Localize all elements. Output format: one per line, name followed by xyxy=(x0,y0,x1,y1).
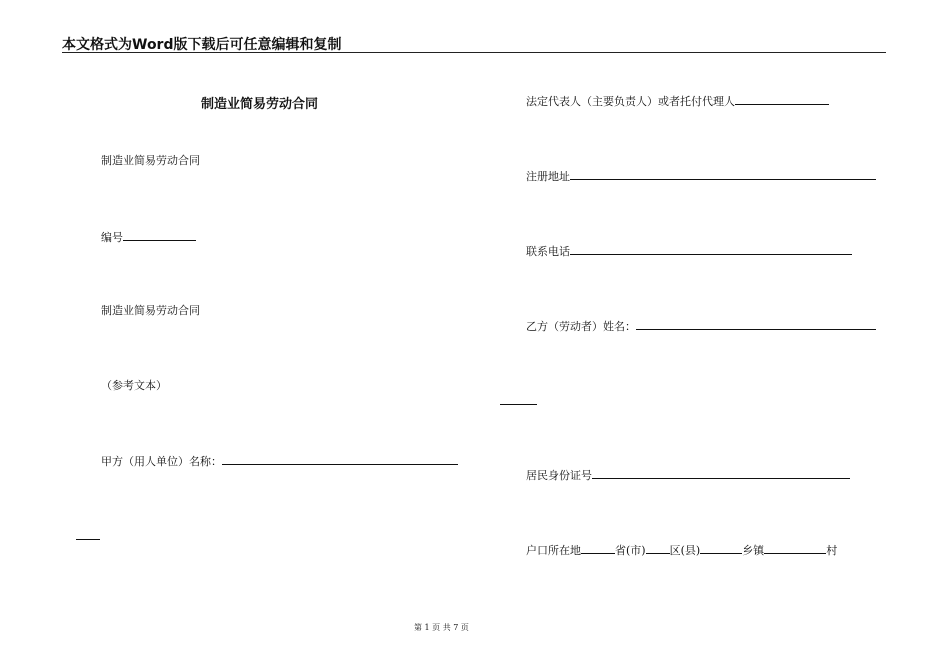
party-b-name-blank-continued[interactable] xyxy=(500,404,537,405)
id-number-row xyxy=(526,467,850,483)
hukou-village-label: 村 xyxy=(826,544,838,557)
contract-number-row xyxy=(101,229,196,245)
id-number-label: 居民身份证号 xyxy=(526,469,592,482)
contact-phone-label: 联系电话 xyxy=(526,245,570,258)
party-a-row xyxy=(101,453,458,469)
reference-text-note: （参考文本） xyxy=(101,379,167,392)
legal-representative-blank[interactable] xyxy=(735,93,829,105)
hukou-village-blank[interactable] xyxy=(764,542,826,554)
hukou-label: 户口所在地 xyxy=(526,544,581,557)
party-b-name-blank[interactable] xyxy=(636,318,876,330)
party-b-label: 乙方（劳动者）姓名： xyxy=(526,320,636,333)
page-footer: 第 1 页 共 7 页 xyxy=(414,623,469,632)
legal-representative-row xyxy=(526,93,829,109)
id-number-blank[interactable] xyxy=(592,467,850,479)
contract-name-line: 制造业简易劳动合同 xyxy=(101,154,200,167)
contact-phone-blank[interactable] xyxy=(570,243,852,255)
contract-number-blank[interactable] xyxy=(123,229,196,241)
hukou-province-label: 省(市) xyxy=(615,544,646,557)
hukou-province-blank[interactable] xyxy=(581,542,615,554)
contract-title: 制造业简易劳动合同 xyxy=(201,97,319,112)
party-a-label: 甲方（用人单位）名称： xyxy=(101,455,222,468)
hukou-town-label: 乡镇 xyxy=(742,544,765,557)
contact-phone-row xyxy=(526,243,852,259)
party-a-name-blank[interactable] xyxy=(222,453,458,465)
document-header: 本文格式为Word版下载后可任意编辑和复制 xyxy=(62,37,342,53)
hukou-district-blank[interactable] xyxy=(646,542,670,554)
hukou-town-blank[interactable] xyxy=(700,542,742,554)
registered-address-label: 注册地址 xyxy=(526,170,570,183)
header-divider xyxy=(62,52,886,53)
registered-address-row xyxy=(526,168,876,184)
party-b-row xyxy=(526,318,876,334)
contract-number-label: 编号 xyxy=(101,231,123,244)
party-a-name-blank-continued[interactable] xyxy=(76,539,100,540)
legal-representative-label: 法定代表人（主要负责人）或者托付代理人 xyxy=(526,95,735,108)
contract-name-line-2: 制造业简易劳动合同 xyxy=(101,304,200,317)
hukou-row xyxy=(526,542,837,558)
hukou-district-label: 区(县) xyxy=(669,544,701,557)
registered-address-blank[interactable] xyxy=(570,168,876,180)
